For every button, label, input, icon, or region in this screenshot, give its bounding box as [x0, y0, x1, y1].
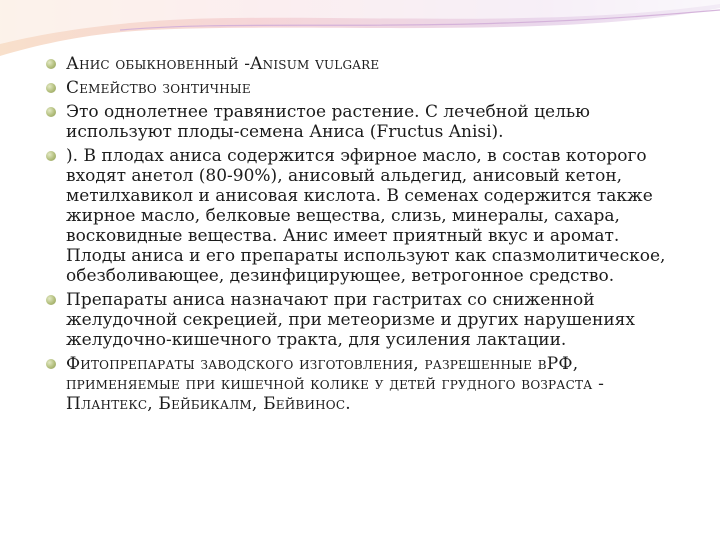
list-item	[44, 354, 684, 414]
item-text: Препараты аниса назначают при гастритах со сниженной желудочной секрецией, при метеоризме и других нарушениях желудочно-кишечного тракта, для усиления лактации.	[66, 290, 635, 350]
item-text: Это однолетнее травянистое растение. С лечебной целью используют плоды-семена Аниса (Fructus Anisi).	[66, 102, 590, 142]
item-text: Фитопрепараты заводского изготовления, разрешенные вРФ, применяемые при кишечной колике у детей грудного возраста - Плантекс, Бейбикалм, Бейвинос.	[66, 354, 605, 414]
bullet-icon	[46, 295, 56, 305]
bullet-list	[44, 54, 684, 418]
bullet-icon	[46, 151, 56, 161]
list-item	[44, 146, 684, 286]
bullet-icon	[46, 59, 56, 69]
list-item	[44, 290, 684, 350]
list-item	[44, 78, 684, 98]
item-text: Семейство зонтичные	[66, 78, 251, 98]
header-decoration	[0, 0, 720, 60]
item-text: Анис обыкновенный -Anisum vulgare	[66, 54, 380, 74]
bullet-icon	[46, 107, 56, 117]
item-text: ). В плодах аниса содержится эфирное масло, в состав которого входят анетол (80-90%), анисовый альдегид, анисовый кетон, метилхавикол и анисовая кислота. В семенах содержится также жирное масло, белковые вещества, слизь, минералы, сахара, восковидные вещества. Анис имеет приятный вкус и аромат. Плоды аниса и его препараты используют как спазмолитическое, обезболивающее, дезинфицирующее, ветрогонное средство.	[66, 146, 666, 286]
bullet-icon	[46, 359, 56, 369]
list-item	[44, 102, 684, 142]
bullet-icon	[46, 83, 56, 93]
list-item	[44, 54, 684, 74]
